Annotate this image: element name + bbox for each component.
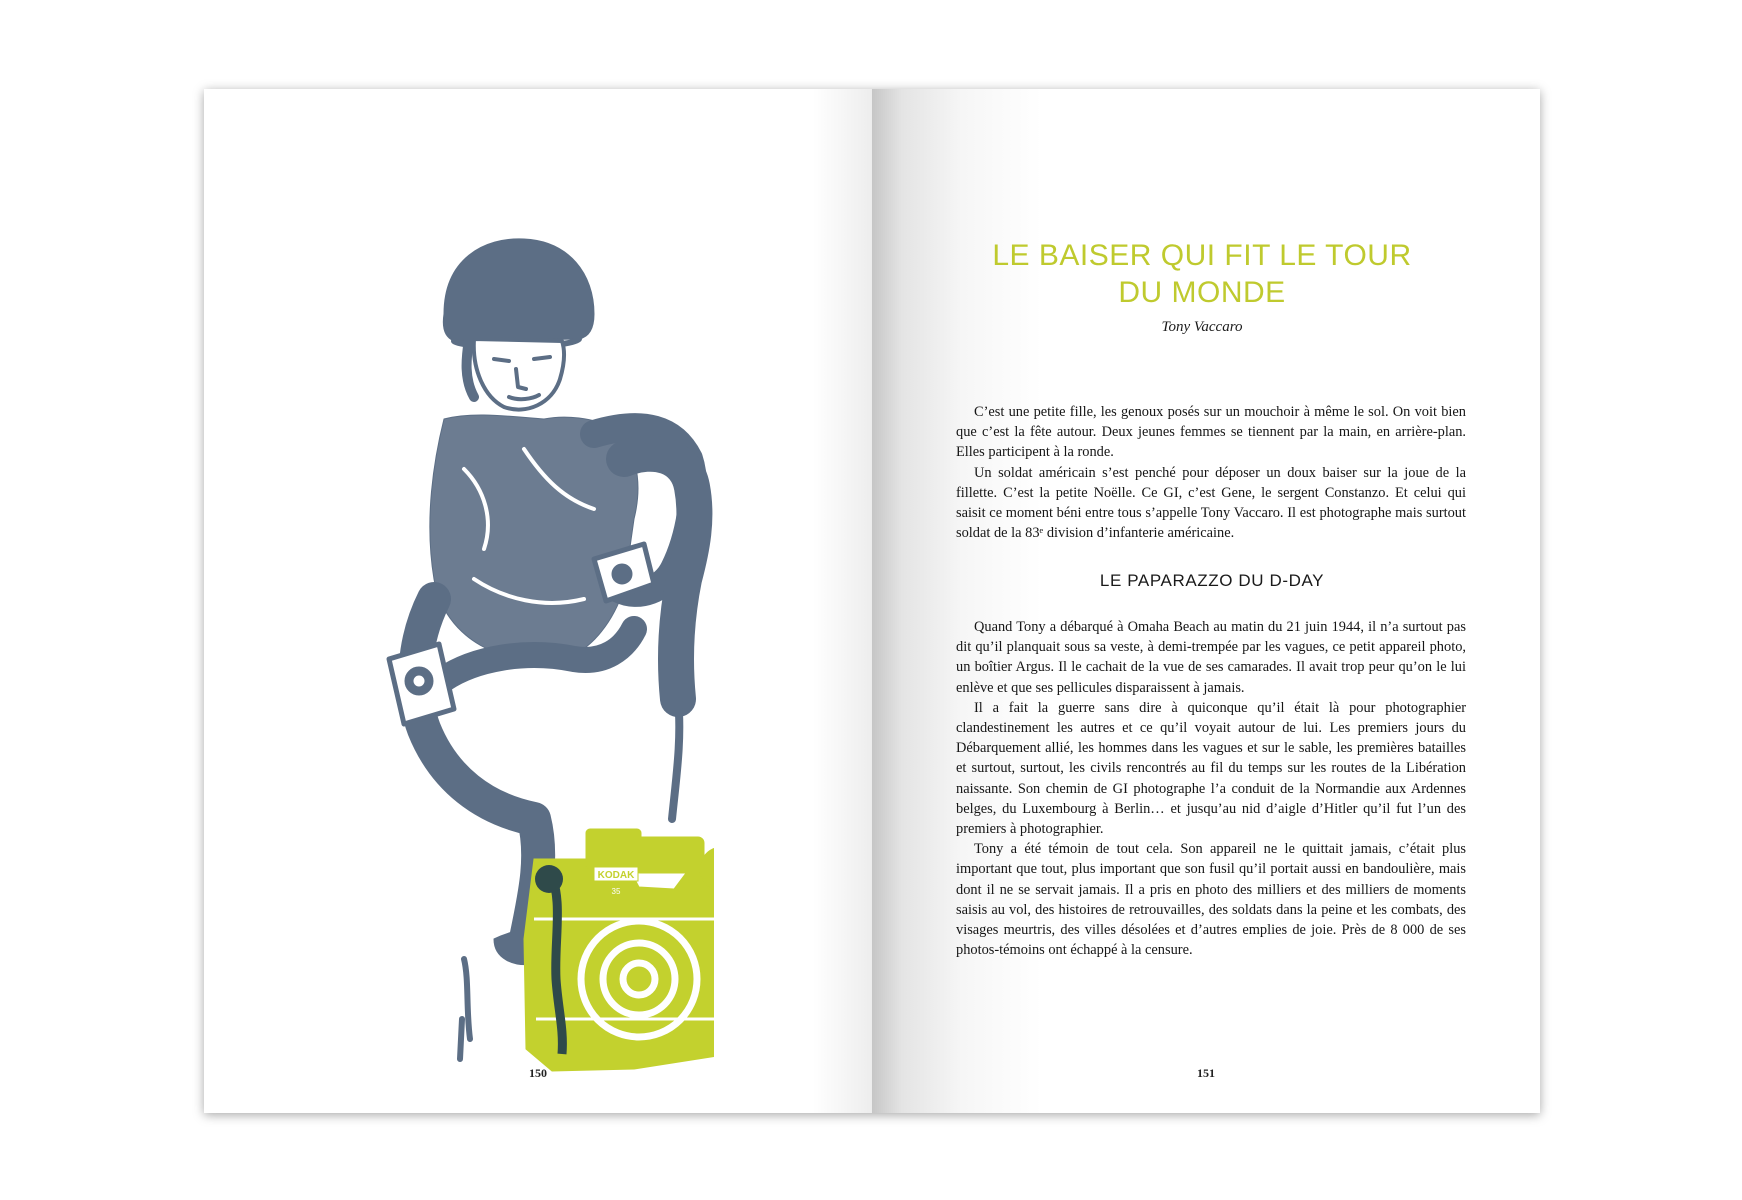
section-heading: LE PAPARAZZO DU D-DAY [1099, 571, 1325, 590]
paragraph: Tony a été témoin de tout cela. Son appareil ne le quittait jamais, c’était plus important que tout, plus important que son fusil qu’il portait aussi en bandoulière, mais dont il ne se servait jamais. Il a pris en photo des milliers et des milliers de moments saisis au vol, des histoires de retrouvailles, des soldats dans la peine et les combats, des visages meurtris, des villes désolées et d’autres emplies de joie. Près de 8 000 de ses photos-témoins ont échappé à la censure. [956, 841, 1466, 959]
chapter-title-line1: LE BAISER QUI FIT LE TOUR [992, 239, 1412, 272]
book-spread [204, 89, 1540, 1113]
page-number-left: 150 [529, 1066, 547, 1080]
chapter-title-line2: DU MONDE [1118, 276, 1286, 309]
paragraph: Il a fait la guerre sans dire à quiconque qu’il était là pour photographier clandestinement les autres et ce qu’il voyait autour de lui. Les premiers jours du Débarquement allié, les hommes dans les vagues et sur le sable, les premières batailles et surtout, surtout, les civils rencontrés au fil du temps sur les routes de la Libération naissante. Son chemin de GI photographe l’a conduit de la Normandie aux Ardennes belges, du Luxembourg à Berlin… et jusqu’au nid d’aigle d’Hitler qu’il fut l’un des premiers à photographier. [956, 699, 1466, 838]
page-number-right: 151 [1197, 1066, 1215, 1080]
paragraph: C’est une petite fille, les genoux posés sur un mouchoir à même le sol. On voit bien que c’est la fête autour. Deux jeunes femmes se tiennent par la main, en arrière-plan. Elles participent à la ronde. [956, 404, 1466, 461]
section-text [956, 617, 1466, 960]
intro-text [956, 402, 1466, 543]
left-page [204, 89, 872, 1113]
paragraph: Un soldat américain s’est penché pour déposer un doux baiser sur la joue de la fillette. C’est la petite Noëlle. Ce GI, c’est Gene, le sergent Constanzo. Et celui qui saisit ce moment béni entre tous s’appelle Tony Vaccaro. Il est photographe mais surtout soldat de la 83ᵉ division d’infanterie américaine. [956, 464, 1466, 542]
author-name: Tony Vaccaro [1161, 319, 1243, 335]
jacket [430, 415, 638, 661]
chapter-title [942, 237, 1462, 311]
right-page [872, 89, 1540, 1113]
camera-brand: KODAK [597, 870, 635, 881]
camera-model: 35 [611, 887, 621, 896]
soldier-camera-illustration [294, 219, 714, 1079]
paragraph: Quand Tony a débarqué à Omaha Beach au matin du 21 juin 1944, il n’a surtout pas dit qu’il planquait sous sa veste, à demi-trempée par les vagues, ce petit appareil photo, un boîtier Argus. Il le cachait de la vue de ses camarades. Il avait trop peur qu’on le lui enlève et que ses pellicules disparaissent à jamais. [956, 619, 1466, 696]
helmet [443, 239, 594, 341]
